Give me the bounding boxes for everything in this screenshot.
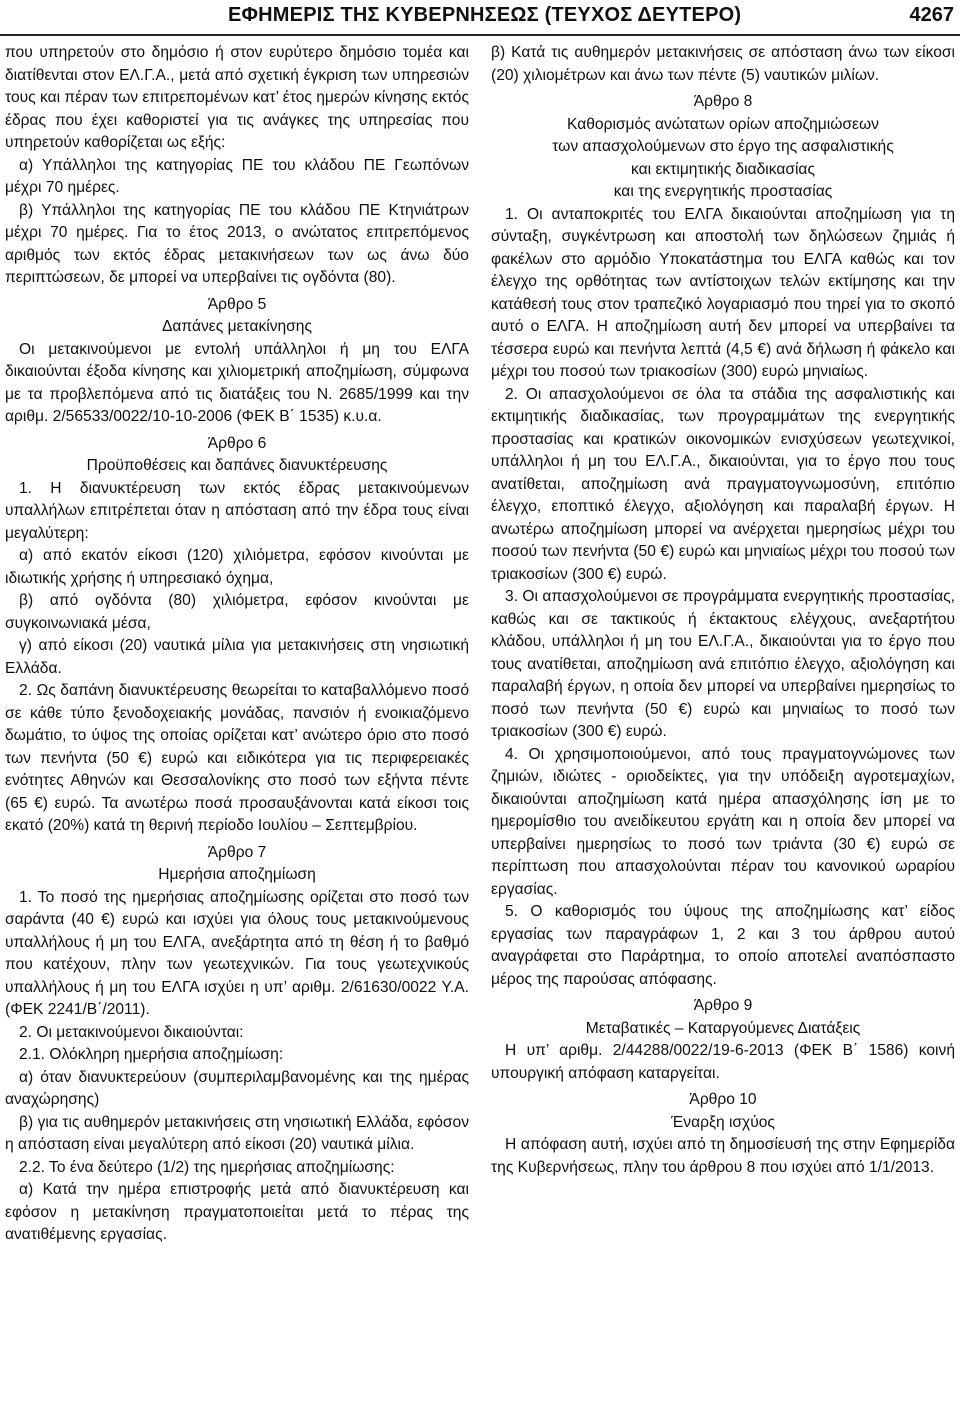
- paragraph: α) όταν διανυκτερεύουν (συμπεριλαμβανομένης και της ημέρας αναχώρησης): [5, 1068, 469, 1108]
- paragraph: β) Κατά τις αυθημερόν μετακινήσεις σε απόσταση άνω των είκοσι (20) χιλιομέτρων και άνω των πέντε (5) ναυτικών μιλίων.: [491, 44, 955, 84]
- paragraph: α) από εκατόν είκοσι (120) χιλιόμετρα, εφόσον κινούνται με ιδιωτικής χρήσης ή υπηρεσιακό όχημα,: [5, 547, 469, 587]
- article-7-title: Ημερήσια αποζημίωση: [158, 866, 316, 883]
- article-6-title: Προϋποθέσεις και δαπάνες διανυκτέρευσης: [86, 457, 388, 474]
- article-10-title: Έναρξη ισχύος: [671, 1113, 775, 1131]
- page-number: 4267: [909, 4, 954, 26]
- paragraph: 4. Οι χρησιμοποιούμενοι, από τους πραγματογνώμονες των ζημιών, ιδιώτες - οριοδείκτες, για την υπόδειξη αγροτεμαχίων, δικαιούνται αποζημίωση κατά ημέρα απασχόλησης ίση με το ημερομίσθιο του ανειδίκευτου εργάτη και η οποία δεν μπορεί να υπερβαίνει ημερησίως το ποσό των τριάντα (30 €) ευρώ σε περίπτωση που απασχολούνται πέραν του κανονικού ωραρίου εργασίας.: [491, 745, 955, 898]
- paragraph: που υπηρετούν στο δημόσιο ή στον ευρύτερο δημόσιο τομέα και διατίθενται στον ΕΛ.Γ.Α., μετά από σχετική έγκριση των υπηρεσιών τους και πέραν των επιτρεπομένων κατ’ έτος ημερών κίνησης εκτός έδρας που έχει καθοριστεί για τις ανάγκες της υπηρεσίας που υπηρετούν καθορίζεται ως εξής:: [5, 44, 469, 151]
- paragraph: 1. Η διανυκτέρευση των εκτός έδρας μετακινούμενων υπαλλήλων επιτρέπεται όταν η απόσταση από την έδρα τους είναι μεγαλύτερη:: [5, 479, 469, 542]
- article-8-title-line: των απασχολούμενων στο έργο της ασφαλιστικής: [552, 138, 894, 155]
- paragraph: 1. Οι ανταποκριτές του ΕΛΓΑ δικαιούνται αποζημίωση για τη σύνταξη, συγκέντρωση και αποστολή των δηλώσεων ζημιάς ή φακέλων στο αρμόδιο Υποκατάστημα του ΕΛΓΑ καθώς και τον έλεγχο της ορθότητας των αντίστοιχων τελών εκτίμησης και την κατάθεσή τους στον τραπεζικό λογαριασμό που τηρεί για το σκοπό αυτό ο ΕΛΓΑ. Η αποζημίωση αυτή δεν μπορεί να υπερβαίνει τα τέσσερα ευρώ και πενήντα λεπτά (4,5 €) ανά δήλωση ή φάκελο και μέχρι του ποσού των τριακοσίων (300) ευρώ μηνιαίως.: [491, 205, 955, 380]
- paragraph: α) Υπάλληλοι της κατηγορίας ΠΕ του κλάδου ΠΕ Γεωπόνων μέχρι 70 ημέρες.: [5, 156, 469, 196]
- article-6-number: Άρθρο 6: [207, 434, 267, 452]
- paragraph: Η υπ’ αριθμ. 2/44288/0022/19-6-2013 (ΦΕΚ Β΄ 1586) κοινή υπουργική απόφαση καταργείται.: [491, 1042, 955, 1082]
- paragraph: 2. Ως δαπάνη διανυκτέρευσης θεωρείται το καταβαλλόμενο ποσό σε κάθε τύπο ξενοδοχειακής μονάδας, πανσιόν ή ενοικιαζόμενο δωμάτιο, το ύψος της οποίας ορίζεται κατ’ ανώτερο όριο στο ποσό των πενήντα (50 €) ευρώ και ειδικότερα για τις περιφερειακές ενότητες Αθηνών και Θεσσαλονίκης στο ποσό των εξήντα πέντε (65 €) ευρώ. Τα ανωτέρω ποσά προσαυξάνονται κατά είκοσι τοις εκατό (20%) κατά τη θερινή περίοδο Ιουλίου – Σεπτεμβρίου.: [5, 682, 469, 834]
- paragraph: 2. Οι απασχολούμενοι σε όλα τα στάδια της ασφαλιστικής και εκτιμητικής διαδικασίας, των προγραμμάτων της ενεργητικής προστασίας και κρατικών οικονομικών ενισχύσεων γεωτεχνικοί, υπάλληλοι ή μη του ΕΛ.Γ.Α., δικαιούνται, για το έργο που τους ανατίθεται, αποζημίωση ανά πραγματογνωμοσύνη, επιτόπιο έλεγχο, εποπτικό έλεγχο, αξιολόγηση και παραλαβή έργων. Η ανωτέρω αποζημίωση μπορεί να ανέρχεται ημερησίως μέχρι του ποσού των πενήντα (50 €) ευρώ και μηνιαίως μέχρι του ποσού των τριακοσίων (300 €) ευρώ.: [491, 385, 955, 583]
- paragraph: 2.1. Ολόκληρη ημερήσια αποζημίωση:: [19, 1046, 284, 1063]
- paragraph: β) από ογδόντα (80) χιλιόμετρα, εφόσον κινούνται με συγκοινωνιακά μέσα,: [5, 592, 469, 632]
- article-5-number: Άρθρο 5: [207, 295, 267, 313]
- article-8-number: Άρθρο 8: [693, 93, 753, 110]
- header-rule: [0, 34, 960, 36]
- paragraph: Οι μετακινούμενοι με εντολή υπάλληλοι ή μη του ΕΛΓΑ δικαιούνται έξοδα κίνησης και χιλιομετρική αποζημίωση, σύμφωνα με τα προβλεπόμενα από τις διατάξεις του Ν. 2685/1999 και την αριθμ. 2/56533/0022/10-10-2006 (ΦΕΚ Β΄ 1535) κ.υ.α.: [5, 340, 469, 425]
- paragraph: 3. Οι απασχολούμενοι σε προγράμματα ενεργητικής προστασίας, καθώς και σε τακτικούς ή έκτακτους ελέγχους, ανεξαρτήτου κλάδου, υπάλληλοι ή μη του ΕΛ.Γ.Α., δικαιούνται για το έργο που τους ανατίθεται, αποζημίωση ανά επιτόπιο έλεγχο, αξιολόγηση και παραλαβή έργων, η οποία δεν μπορεί να υπερβαίνει ημερησίως το ποσό των πενήντα (50 €) ευρώ και μηνιαίως το ποσό των τριακοσίων (300 €) ευρώ.: [491, 588, 955, 740]
- paragraph: 2.2. Το ένα δεύτερο (1/2) της ημερήσιας αποζημίωσης:: [19, 1158, 395, 1176]
- gazette-title: ΕΦΗΜΕΡΙΣ ΤΗΣ ΚΥΒΕΡΝΗΣΕΩΣ (ΤΕΥΧΟΣ ΔΕΥΤΕΡΟ): [228, 4, 742, 26]
- paragraph: β) Υπάλληλοι της κατηγορίας ΠΕ του κλάδου ΠΕ Κτηνιάτρων μέχρι 70 ημέρες. Για το έτος 2013, ο ανώτατος επιτρεπόμενος αριθμός των εκτός έδρας μετακινήσεων των ως άνω δύο περιπτώσεων, δε μπορεί να υπερβαίνει τις ογδόντα (80).: [5, 201, 469, 286]
- article-7-number: Άρθρο 7: [207, 843, 267, 861]
- left-column: [5, 42, 469, 1247]
- paragraph: Η απόφαση αυτή, ισχύει από τη δημοσίευσή της στην Εφημερίδα της Κυβερνήσεως, πλην του άρθρου 8 που ισχύει από 1/1/2013.: [491, 1136, 955, 1176]
- paragraph: α) Κατά την ημέρα επιστροφής μετά από διανυκτέρευση και εφόσον η μετακίνηση πραγματοποιείται μετά το πέρας της ανατιθέμενης εργασίας.: [5, 1181, 469, 1243]
- article-5-title: Δαπάνες μετακίνησης: [161, 318, 312, 335]
- paragraph: γ) από είκοσι (20) ναυτικά μίλια για μετακινήσεις στη νησιωτική Ελλάδα.: [5, 637, 469, 677]
- article-10-number: Άρθρο 10: [689, 1091, 757, 1108]
- paragraph: 1. Το ποσό της ημερήσιας αποζημίωσης ορίζεται στο ποσό των σαράντα (40 €) ευρώ και ισχύει για όλους τους μετακινούμενους υπαλλήλους ή μη του ΕΛΓΑ, ανεξάρτητα από τη θέση ή το βαθμό που κατέχουν, πλην των γεωτεχνικών. Για τους γεωτεχνικούς υπαλλήλους ή μη του ΕΛΓΑ ισχύει η υπ’ αριθμ. 2/61630/0022 Υ.Α. (ΦΕΚ 2241/Β΄/2011).: [5, 888, 469, 1018]
- article-9-title: Μεταβατικές – Καταργούμενες Διατάξεις: [585, 1019, 861, 1037]
- page-header: [0, 0, 960, 42]
- article-8-title-line: Καθορισμός ανώτατων ορίων αποζημιώσεων: [567, 115, 879, 133]
- paragraph: β) για τις αυθημερόν μετακινήσεις στη νησιωτική Ελλάδα, εφόσον η απόσταση είναι μεγαλύτερη από είκοσι (20) ναυτικά μίλια.: [5, 1113, 469, 1153]
- article-8-title-line: και της ενεργητικής προστασίας: [613, 183, 833, 200]
- paragraph: 5. Ο καθορισμός του ύψους της αποζημίωσης κατ’ είδος εργασίας των παραγράφων 1, 2 και 3 του άρθρου αυτού αναγράφεται στο Παράρτημα, το οποίο αποτελεί αναπόσπαστο μέρος της παρούσας απόφασης.: [491, 903, 955, 988]
- paragraph: 2. Οι μετακινούμενοι δικαιούνται:: [19, 1023, 244, 1041]
- right-column: [491, 42, 955, 1179]
- article-8-title-line: και εκτιμητικής διαδικασίας: [631, 160, 815, 178]
- article-9-number: Άρθρο 9: [693, 997, 753, 1014]
